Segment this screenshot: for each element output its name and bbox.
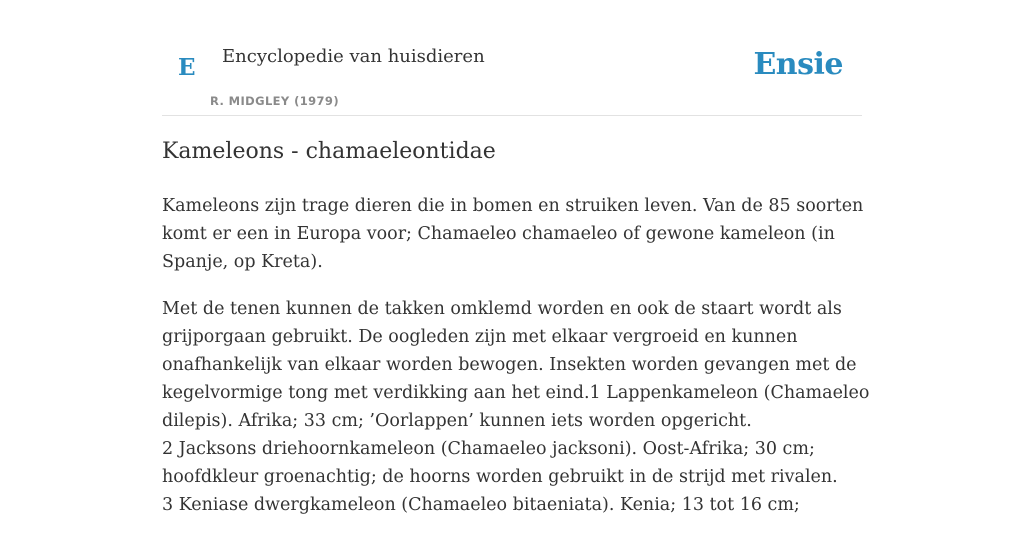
paragraph-line: 3 Keniase dwergkameleon (Chamaeleo bitaeniata). Kenia; 13 tot 16 cm;	[162, 495, 800, 515]
book-author: R. MIDGLEY (1979)	[210, 94, 339, 108]
ensie-home-link[interactable]: Ensie	[753, 47, 843, 82]
page-header	[162, 0, 862, 116]
paragraph-line: Met de tenen kunnen de takken omklemd worden en ook de staart wordt als	[162, 299, 842, 319]
book-title[interactable]: Encyclopedie van huisdieren	[222, 46, 485, 67]
paragraph-line: grijporgaan gebruikt. De oogleden zijn met elkaar vergroeid en kunnen	[162, 327, 798, 347]
paragraph-line: 2 Jacksons driehoornkameleon (Chamaeleo jacksoni). Oost-Afrika; 30 cm;	[162, 439, 815, 459]
paragraph-line: dilepis). Afrika; 33 cm; ’Oorlappen’ kunnen iets worden opgericht.	[162, 411, 752, 431]
paragraph-line: komt er een in Europa voor; Chamaeleo chamaeleo of gewone kameleon (in	[162, 224, 835, 244]
paragraph-line: hoofdkleur groenachtig; de hoorns worden gebruikt in de strijd met rivalen.	[162, 467, 838, 487]
book-logo-icon[interactable]: E	[178, 54, 196, 81]
article-body	[162, 192, 870, 538]
paragraph-line: Spanje, op Kreta).	[162, 252, 323, 272]
paragraph-line: Kameleons zijn trage dieren die in bomen en struiken leven. Van de 85 soorten	[162, 196, 864, 216]
article-title: Kameleons - chamaeleontidae	[162, 139, 496, 164]
page	[162, 0, 870, 515]
article-paragraph	[162, 295, 870, 519]
article-paragraph	[162, 192, 862, 276]
paragraph-line: onafhankelijk van elkaar worden bewogen. Insekten worden gevangen met de	[162, 355, 857, 375]
paragraph-line: kegelvormige tong met verdikking aan het eind.1 Lappenkameleon (Chamaeleo	[162, 383, 870, 403]
